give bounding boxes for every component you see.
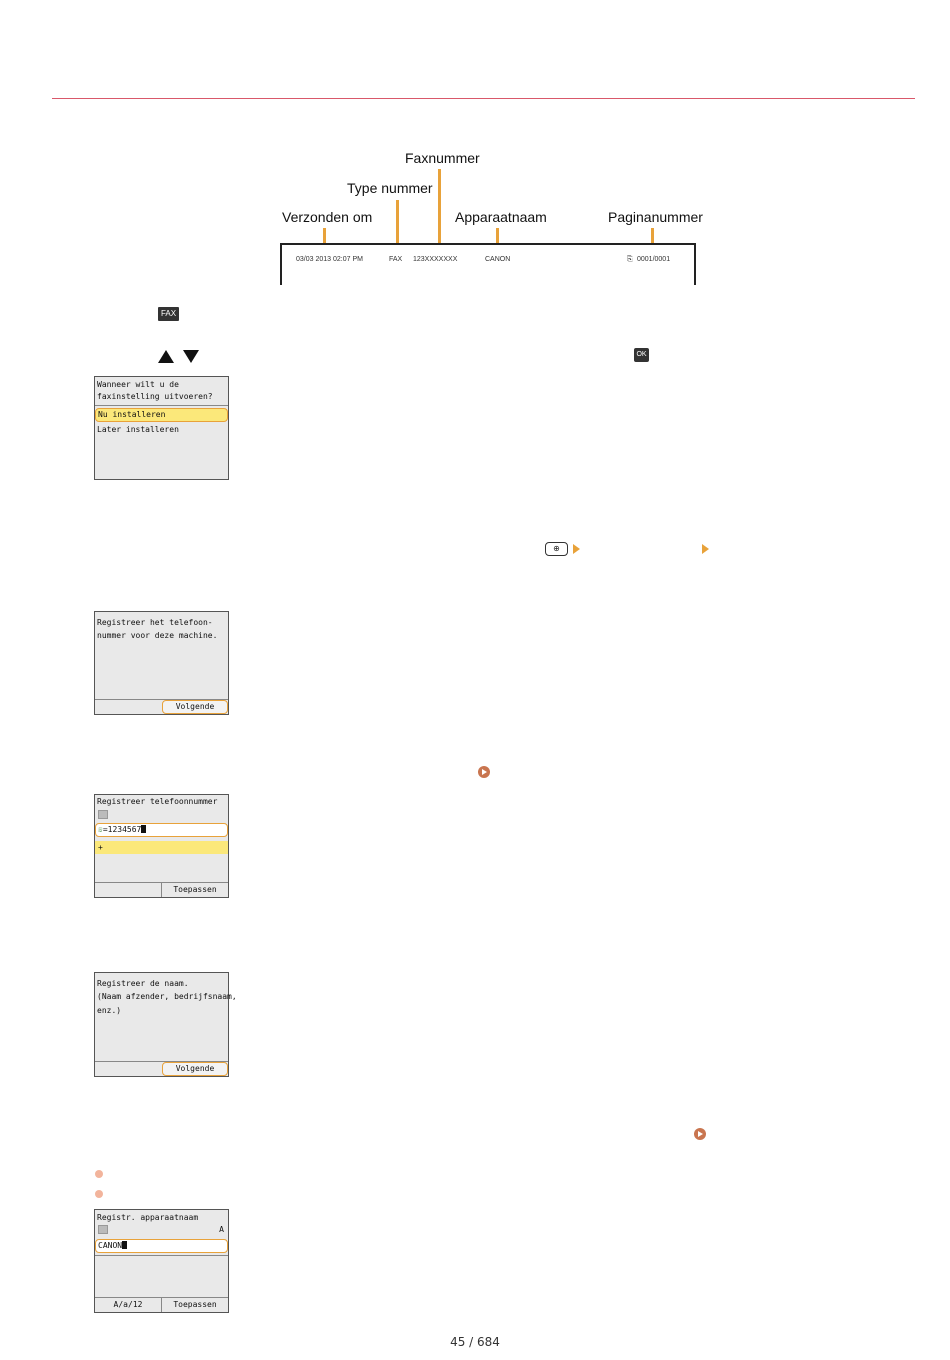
screen1-line1: Wanneer wilt u de <box>97 380 179 389</box>
toepassen-button[interactable]: Toepassen <box>173 1300 217 1309</box>
screen4-line1: Registreer de naam. <box>97 979 189 988</box>
ok-key-icon: OK <box>634 348 649 362</box>
input-mode-button[interactable]: A/a/12 <box>95 1298 162 1312</box>
strip-type: FAX <box>389 256 403 263</box>
lcd-screen-setup-when <box>94 376 229 480</box>
bullet-icon <box>95 1170 103 1178</box>
phone-number-input[interactable] <box>95 823 228 837</box>
phone-icon: ☏ <box>98 825 103 834</box>
path-arrow-icon <box>573 544 580 554</box>
keyboard-icon <box>98 810 108 819</box>
screen5-title: Registr. apparaatnaam <box>97 1213 199 1222</box>
header-rule <box>52 98 915 99</box>
label-apparaatnaam: Apparaatnaam <box>455 209 547 225</box>
leader-type-nummer <box>396 200 399 247</box>
text-cursor <box>141 825 146 833</box>
device-name-input[interactable] <box>95 1239 228 1253</box>
leader-faxnummer <box>438 169 441 247</box>
page-number: 45 / 684 <box>450 1335 500 1349</box>
screen3-left-softkey[interactable] <box>95 883 162 897</box>
strip-page: 0001/0001 <box>637 256 671 263</box>
menu-key-icon: ⊕ <box>545 542 568 556</box>
phone-number-value: =1234567 <box>102 825 142 834</box>
path-arrow-icon <box>702 544 709 554</box>
screen3-title: Registreer telefoonnummer <box>97 797 218 806</box>
label-faxnummer: Faxnummer <box>405 150 480 166</box>
strip-name: CANON <box>485 256 511 263</box>
lcd-screen-register-device-name <box>94 1209 229 1313</box>
screen2-line1: Registreer het telefoon- <box>97 618 213 627</box>
strip-date-time: 03/03 2013 02:07 PM <box>296 256 363 263</box>
plus-key-row[interactable]: + <box>95 841 228 854</box>
option-later-installeren[interactable]: Later installeren <box>97 425 179 434</box>
link-arrow-icon[interactable] <box>694 1128 706 1140</box>
fax-header-strip <box>280 243 696 285</box>
page-icon: ⎘ <box>627 256 633 263</box>
option-nu-installeren[interactable]: Nu installeren <box>95 408 228 422</box>
lcd-screen-register-name-intro <box>94 972 237 1077</box>
device-name-value: CANON <box>98 1241 123 1250</box>
screen5-divider <box>95 1255 228 1256</box>
volgende-button[interactable]: Volgende <box>162 1062 228 1076</box>
keyboard-icon <box>98 1225 108 1234</box>
fax-key-icon: FAX <box>158 307 179 321</box>
label-type-nummer: Type nummer <box>347 180 433 196</box>
screen4-line3: enz.) <box>97 1006 122 1015</box>
screen2-line2: nummer voor deze machine. <box>97 631 218 640</box>
input-mode-indicator: A <box>219 1225 224 1234</box>
label-verzonden-om: Verzonden om <box>282 209 373 225</box>
label-paginanummer: Paginanummer <box>608 209 703 225</box>
down-arrow-icon <box>183 350 199 363</box>
up-arrow-icon <box>158 350 174 363</box>
toepassen-button[interactable]: Toepassen <box>173 885 217 894</box>
lcd-screen-register-phone-intro <box>94 611 229 715</box>
screen1-line2: faxinstelling uitvoeren? <box>97 392 213 401</box>
text-cursor <box>122 1241 127 1249</box>
screen4-line2: (Naam afzender, bedrijfsnaam, <box>97 992 237 1001</box>
bullet-icon <box>95 1190 103 1198</box>
screen1-divider <box>95 405 228 406</box>
link-arrow-icon[interactable] <box>478 766 490 778</box>
strip-number: 123XXXXXXX <box>413 256 458 263</box>
volgende-button[interactable]: Volgende <box>162 700 228 714</box>
lcd-screen-register-phone <box>94 794 229 898</box>
